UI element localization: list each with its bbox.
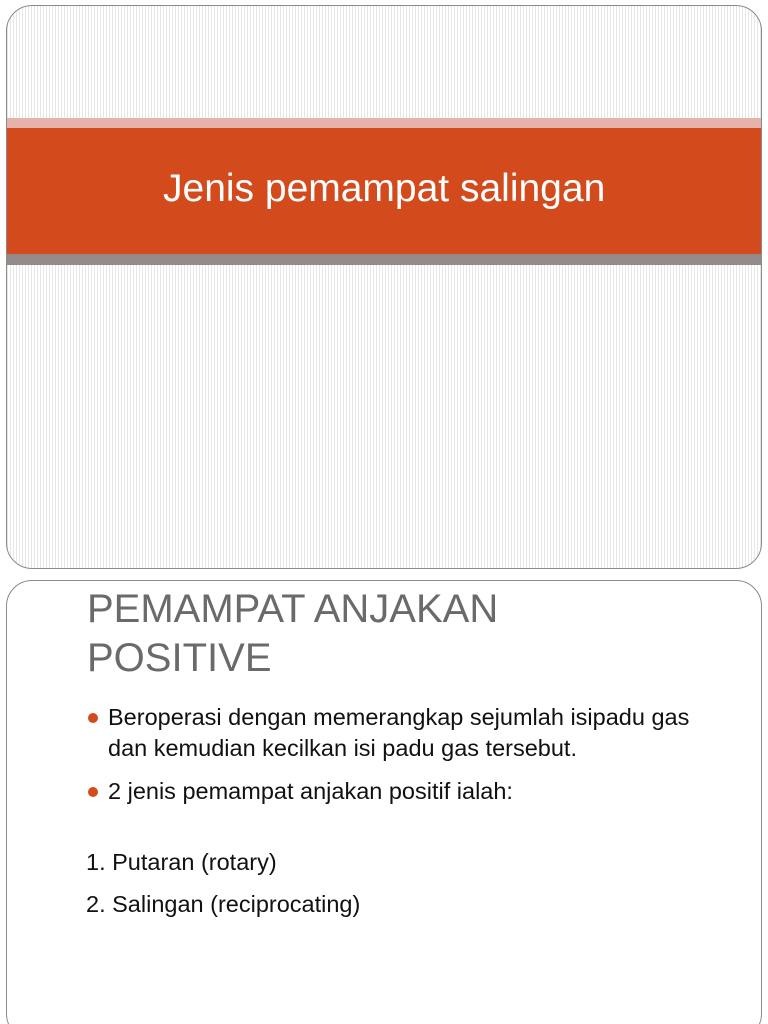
bullet-item <box>86 776 726 807</box>
numbered-line-reciprocating: 2. Salingan (reciprocating) <box>86 891 361 917</box>
bullet-list <box>86 702 726 807</box>
slide-heading: PEMAMPAT ANJAKAN POSITIVE <box>87 587 499 680</box>
bullet-icon <box>88 713 98 723</box>
title-slide <box>6 5 762 569</box>
title-band-top-stripe <box>7 118 761 128</box>
bullet-text: Beroperasi dengan memerangkap sejumlah isipadu gas dan kemudian kecilkan isi padu gas tersebut. <box>108 704 690 761</box>
slide-title: Jenis pemampat salingan <box>163 167 606 210</box>
content-slide <box>6 580 762 1024</box>
numbered-line-rotary: 1. Putaran (rotary) <box>86 849 277 875</box>
bullet-icon <box>88 787 98 797</box>
title-band-bottom-stripe <box>7 254 761 265</box>
bullet-text: 2 jenis pemampat anjakan positif ialah: <box>108 778 513 804</box>
bullet-item <box>86 702 726 764</box>
